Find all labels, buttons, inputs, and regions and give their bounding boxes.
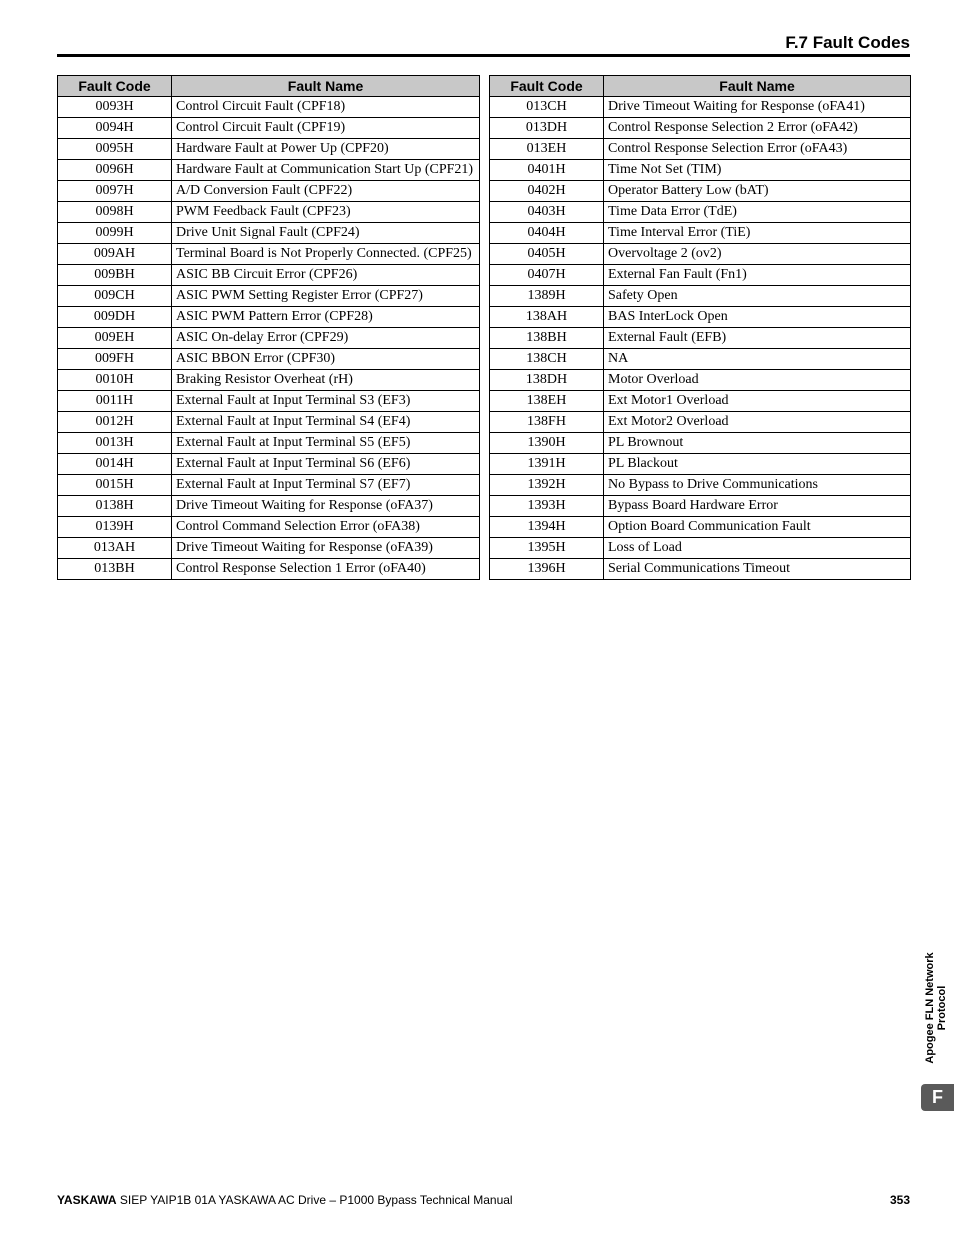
table-row <box>490 454 911 475</box>
fault-name-cell: ASIC BB Circuit Error (CPF26) <box>172 265 480 286</box>
fault-name-cell: Time Not Set (TIM) <box>604 160 911 181</box>
fault-code-cell: 138FH <box>490 412 604 433</box>
fault-name-cell: Control Circuit Fault (CPF18) <box>172 97 480 118</box>
fault-code-cell: 1391H <box>490 454 604 475</box>
fault-code-cell: 138EH <box>490 391 604 412</box>
fault-name-cell: Option Board Communication Fault <box>604 517 911 538</box>
fault-name-cell: External Fault at Input Terminal S3 (EF3) <box>172 391 480 412</box>
fault-name-cell: No Bypass to Drive Communications <box>604 475 911 496</box>
table-header-row <box>58 76 480 97</box>
fault-code-table-right <box>489 75 911 580</box>
fault-name-cell: A/D Conversion Fault (CPF22) <box>172 181 480 202</box>
table-row <box>490 202 911 223</box>
fault-name-cell: Drive Unit Signal Fault (CPF24) <box>172 223 480 244</box>
fault-name-cell: Drive Timeout Waiting for Response (oFA39) <box>172 538 480 559</box>
table-row <box>490 496 911 517</box>
fault-code-cell: 0097H <box>58 181 172 202</box>
header-divider <box>57 54 910 57</box>
fault-code-cell: 0098H <box>58 202 172 223</box>
fault-name-cell: NA <box>604 349 911 370</box>
fault-name-cell: ASIC PWM Pattern Error (CPF28) <box>172 307 480 328</box>
fault-code-cell: 0095H <box>58 139 172 160</box>
table-row <box>490 328 911 349</box>
fault-name-cell: Drive Timeout Waiting for Response (oFA37) <box>172 496 480 517</box>
table-row <box>58 286 480 307</box>
fault-name-cell: Control Circuit Fault (CPF19) <box>172 118 480 139</box>
table-row <box>58 538 480 559</box>
fault-code-cell: 1395H <box>490 538 604 559</box>
table-row <box>58 328 480 349</box>
table-row <box>58 559 480 580</box>
fault-code-cell: 0012H <box>58 412 172 433</box>
fault-code-cell: 009FH <box>58 349 172 370</box>
fault-code-cell: 0407H <box>490 265 604 286</box>
fault-code-table-left <box>57 75 480 580</box>
table-row <box>490 517 911 538</box>
fault-code-cell: 013DH <box>490 118 604 139</box>
table-row <box>490 349 911 370</box>
fault-code-cell: 013EH <box>490 139 604 160</box>
fault-name-cell: Overvoltage 2 (ov2) <box>604 244 911 265</box>
table-row <box>490 139 911 160</box>
page-number: 353 <box>889 1193 910 1207</box>
table-row <box>58 223 480 244</box>
fault-code-cell: 0011H <box>58 391 172 412</box>
table-row <box>58 475 480 496</box>
table-row <box>58 370 480 391</box>
fault-name-cell: Time Data Error (TdE) <box>604 202 911 223</box>
fault-code-cell: 013BH <box>58 559 172 580</box>
fault-name-cell: External Fault at Input Terminal S5 (EF5) <box>172 433 480 454</box>
fault-name-cell: PL Brownout <box>604 433 911 454</box>
table-row <box>490 433 911 454</box>
table-row <box>58 307 480 328</box>
table-row <box>490 244 911 265</box>
fault-code-cell: 1392H <box>490 475 604 496</box>
fault-code-cell: 1396H <box>490 559 604 580</box>
page-title: F.7 Fault Codes <box>785 33 910 52</box>
fault-code-cell: 0010H <box>58 370 172 391</box>
footer-brand: YASKAWA <box>57 1193 117 1207</box>
fault-code-cell: 138CH <box>490 349 604 370</box>
fault-code-cell: 138BH <box>490 328 604 349</box>
table-row <box>490 307 911 328</box>
fault-name-cell: BAS InterLock Open <box>604 307 911 328</box>
fault-name-cell: Hardware Fault at Power Up (CPF20) <box>172 139 480 160</box>
table-row <box>490 286 911 307</box>
table-row <box>58 265 480 286</box>
fault-code-cell: 1393H <box>490 496 604 517</box>
table-row <box>490 181 911 202</box>
fault-name-cell: External Fault (EFB) <box>604 328 911 349</box>
fault-code-cell: 0401H <box>490 160 604 181</box>
table-row <box>58 118 480 139</box>
table-row <box>58 244 480 265</box>
fault-code-cell: 0139H <box>58 517 172 538</box>
fault-name-cell: PL Blackout <box>604 454 911 475</box>
fault-name-cell: Hardware Fault at Communication Start Up (CPF21) <box>172 160 480 181</box>
fault-code-cell: 0094H <box>58 118 172 139</box>
fault-code-cell: 0402H <box>490 181 604 202</box>
fault-code-cell: 0404H <box>490 223 604 244</box>
table-row <box>490 223 911 244</box>
fault-name-cell: Control Response Selection 1 Error (oFA40) <box>172 559 480 580</box>
fault-name-cell: External Fault at Input Terminal S6 (EF6) <box>172 454 480 475</box>
table-row <box>490 475 911 496</box>
fault-name-cell: Motor Overload <box>604 370 911 391</box>
table-row <box>58 139 480 160</box>
column-header-fault-name: Fault Name <box>604 76 911 97</box>
fault-code-cell: 0093H <box>58 97 172 118</box>
fault-name-cell: ASIC PWM Setting Register Error (CPF27) <box>172 286 480 307</box>
table-row <box>490 391 911 412</box>
fault-name-cell: Braking Resistor Overheat (rH) <box>172 370 480 391</box>
table-row <box>58 181 480 202</box>
table-row <box>490 559 911 580</box>
fault-code-cell: 009AH <box>58 244 172 265</box>
fault-name-cell: Control Response Selection 2 Error (oFA42) <box>604 118 911 139</box>
fault-code-cell: 1389H <box>490 286 604 307</box>
table-row <box>490 97 911 118</box>
fault-name-cell: Drive Timeout Waiting for Response (oFA41) <box>604 97 911 118</box>
fault-name-cell: Control Response Selection Error (oFA43) <box>604 139 911 160</box>
table-row <box>490 118 911 139</box>
table-header-row <box>490 76 911 97</box>
fault-name-cell: External Fan Fault (Fn1) <box>604 265 911 286</box>
fault-name-cell: ASIC On-delay Error (CPF29) <box>172 328 480 349</box>
fault-code-cell: 009EH <box>58 328 172 349</box>
fault-name-cell: PWM Feedback Fault (CPF23) <box>172 202 480 223</box>
section-side-label-text: Apogee FLN Network Protocol <box>924 951 948 1064</box>
section-tab-letter: F <box>921 1084 954 1111</box>
table-row <box>58 97 480 118</box>
table-row <box>490 538 911 559</box>
column-header-fault-name: Fault Name <box>172 76 480 97</box>
table-row <box>58 202 480 223</box>
fault-code-cell: 009CH <box>58 286 172 307</box>
fault-code-cell: 138DH <box>490 370 604 391</box>
table-row <box>58 433 480 454</box>
fault-name-cell: Ext Motor1 Overload <box>604 391 911 412</box>
section-side-label <box>918 945 954 1070</box>
fault-code-cell: 0015H <box>58 475 172 496</box>
fault-code-cell: 013CH <box>490 97 604 118</box>
fault-code-cell: 1390H <box>490 433 604 454</box>
table-row <box>58 454 480 475</box>
fault-code-cell: 009DH <box>58 307 172 328</box>
fault-name-cell: Loss of Load <box>604 538 911 559</box>
table-row <box>58 391 480 412</box>
table-row <box>58 496 480 517</box>
fault-code-cell: 1394H <box>490 517 604 538</box>
column-header-fault-code: Fault Code <box>490 76 604 97</box>
fault-code-cell: 0014H <box>58 454 172 475</box>
fault-code-cell: 0096H <box>58 160 172 181</box>
fault-name-cell: Control Command Selection Error (oFA38) <box>172 517 480 538</box>
fault-name-cell: External Fault at Input Terminal S4 (EF4) <box>172 412 480 433</box>
footer <box>57 1193 513 1207</box>
fault-code-cell: 0138H <box>58 496 172 517</box>
table-row <box>490 412 911 433</box>
fault-name-cell: ASIC BBON Error (CPF30) <box>172 349 480 370</box>
fault-code-cell: 009BH <box>58 265 172 286</box>
fault-name-cell: Serial Communications Timeout <box>604 559 911 580</box>
fault-name-cell: Bypass Board Hardware Error <box>604 496 911 517</box>
footer-text: SIEP YAIP1B 01A YASKAWA AC Drive – P1000 Bypass Technical Manual <box>116 1193 513 1207</box>
fault-name-cell: External Fault at Input Terminal S7 (EF7) <box>172 475 480 496</box>
fault-name-cell: Safety Open <box>604 286 911 307</box>
column-header-fault-code: Fault Code <box>58 76 172 97</box>
table-row <box>490 160 911 181</box>
fault-name-cell: Operator Battery Low (bAT) <box>604 181 911 202</box>
fault-code-cell: 0013H <box>58 433 172 454</box>
table-row <box>490 370 911 391</box>
fault-name-cell: Ext Motor2 Overload <box>604 412 911 433</box>
fault-code-cell: 138AH <box>490 307 604 328</box>
table-row <box>58 517 480 538</box>
fault-code-cell: 0405H <box>490 244 604 265</box>
fault-code-cell: 0403H <box>490 202 604 223</box>
table-row <box>58 349 480 370</box>
table-row <box>490 265 911 286</box>
fault-name-cell: Time Interval Error (TiE) <box>604 223 911 244</box>
fault-code-cell: 013AH <box>58 538 172 559</box>
fault-code-cell: 0099H <box>58 223 172 244</box>
table-row <box>58 412 480 433</box>
fault-name-cell: Terminal Board is Not Properly Connected. (CPF25) <box>172 244 480 265</box>
table-row <box>58 160 480 181</box>
